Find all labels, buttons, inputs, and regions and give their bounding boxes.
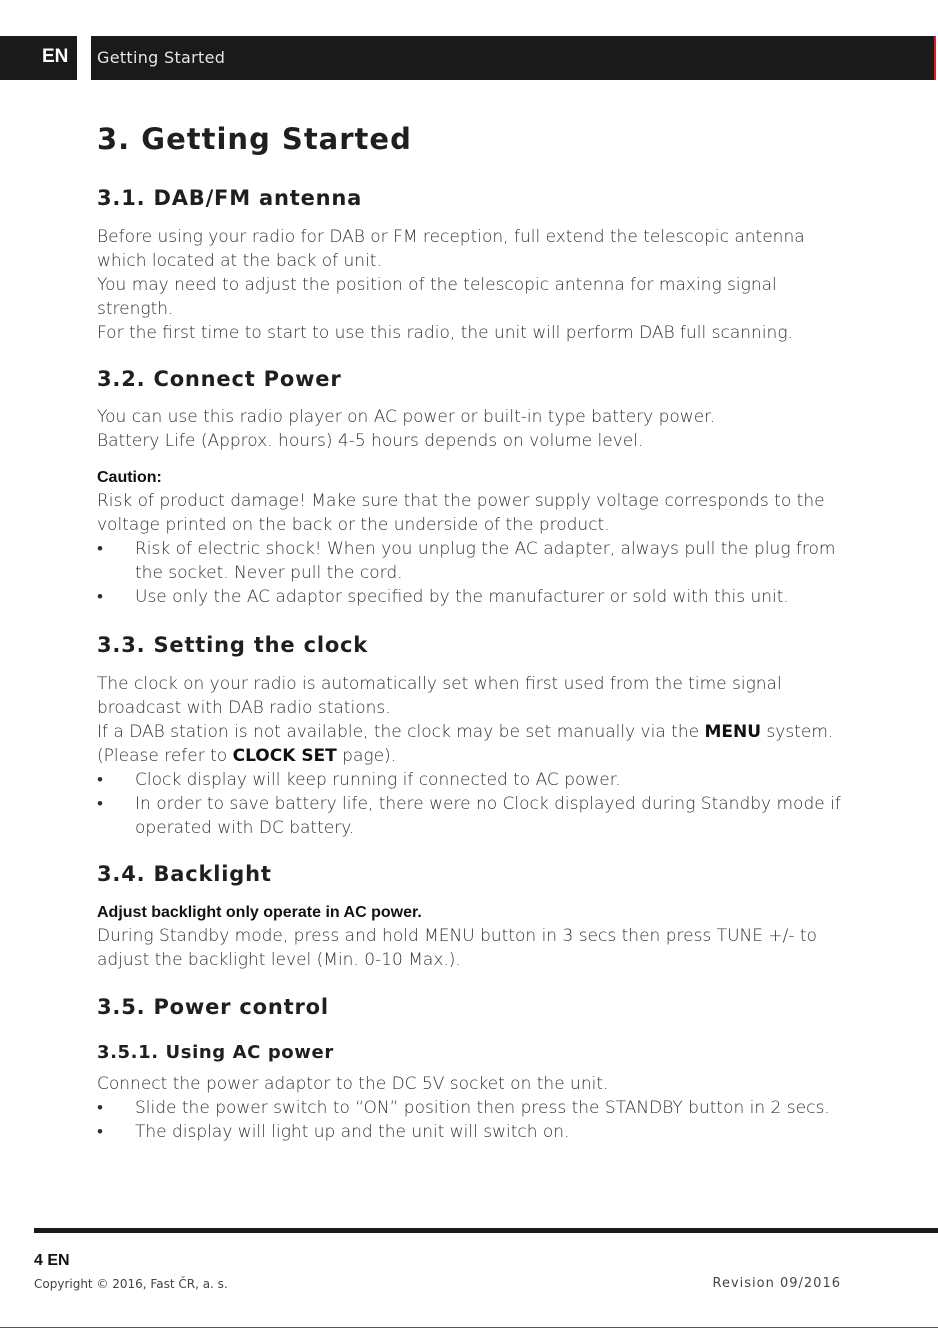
heading-backlight: 3.4. Backlight xyxy=(97,862,272,886)
paragraph-line: which located at the back of unit. xyxy=(97,251,382,271)
list-item xyxy=(97,585,857,609)
caution-block xyxy=(97,467,857,609)
paragraph-line: Risk of product damage! Make sure that the power supply voltage corresponds to the xyxy=(97,491,825,511)
paragraph-line: Connect the power adaptor to the DC 5V socket on the unit. xyxy=(97,1074,609,1094)
heading-dab-fm-antenna: 3.1. DAB/FM antenna xyxy=(97,186,363,210)
bullet-marker: • xyxy=(97,1098,103,1118)
list-item xyxy=(97,1120,857,1144)
list-item-line: Clock display will keep running if connected to AC power. xyxy=(135,770,621,790)
list-item-line: Use only the AC adaptor specified by the manufacturer or sold with this unit. xyxy=(135,587,789,607)
section-antenna-body xyxy=(97,225,857,345)
paragraph-line: Before using your radio for DAB or FM reception, full extend the telescopic antenna xyxy=(97,227,805,247)
heading-using-ac-power: 3.5.1. Using AC power xyxy=(97,1042,334,1063)
paragraph-line: You may need to adjust the position of the telescopic antenna for maxing signal xyxy=(97,275,777,295)
section-backlight-body xyxy=(97,902,857,972)
page-number: 4 EN xyxy=(34,1252,70,1269)
section-clock-body xyxy=(97,672,857,840)
heading-setting-clock: 3.3. Setting the clock xyxy=(97,633,369,657)
page-title: 3. Getting Started xyxy=(97,122,412,156)
bullet-marker: • xyxy=(97,587,103,607)
bullet-marker: • xyxy=(97,794,103,814)
list-item-line: Slide the power switch to “ON” position then press the STANDBY button in 2 secs. xyxy=(135,1098,830,1118)
paragraph-line: voltage printed on the back or the underside of the product. xyxy=(97,515,610,535)
section-power-body xyxy=(97,405,857,453)
section-header-label: Getting Started xyxy=(97,48,226,67)
language-tab xyxy=(0,36,77,80)
bullet-marker: • xyxy=(97,770,103,790)
list-item xyxy=(97,768,857,792)
text-run: If a DAB station is not available, the clock may be set manually via the xyxy=(97,722,705,742)
language-label: EN xyxy=(42,46,69,67)
heading-connect-power: 3.2. Connect Power xyxy=(97,367,342,391)
backlight-note: Adjust backlight only operate in AC power. xyxy=(97,904,422,921)
paragraph-line: Battery Life (Approx. hours) 4-5 hours depends on volume level. xyxy=(97,431,644,451)
paragraph-line: adjust the backlight level (Min. 0-10 Max.). xyxy=(97,950,461,970)
bullet-marker: • xyxy=(97,1122,103,1142)
section-ac-power-body xyxy=(97,1072,857,1144)
menu-keyword: MENU xyxy=(704,722,762,742)
text-run: page). xyxy=(336,746,397,766)
text-run: (Please refer to xyxy=(97,746,233,766)
list-item-line: the socket. Never pull the cord. xyxy=(135,563,403,583)
section-header-bar xyxy=(91,36,936,80)
list-item xyxy=(97,1096,857,1120)
paragraph-line: During Standby mode, press and hold MENU button in 3 secs then press TUNE +/- to xyxy=(97,926,817,946)
header-accent-edge xyxy=(934,36,936,80)
paragraph-line xyxy=(97,744,857,768)
paragraph-line xyxy=(97,720,857,744)
page-bottom-line xyxy=(0,1327,938,1328)
text-run: system. xyxy=(761,722,834,742)
list-item xyxy=(97,537,857,585)
paragraph-line: strength. xyxy=(97,299,174,319)
list-item xyxy=(97,792,857,840)
clock-set-keyword: CLOCK SET xyxy=(232,746,337,766)
paragraph-line: The clock on your radio is automatically set when first used from the time signal xyxy=(97,674,782,694)
list-item-line: In order to save battery life, there were no Clock displayed during Standby mode if xyxy=(135,794,841,814)
paragraph-line: You can use this radio player on AC power or built-in type battery power. xyxy=(97,407,715,427)
copyright-text: Copyright © 2016, Fast ČR, a. s. xyxy=(34,1277,228,1291)
heading-power-control: 3.5. Power control xyxy=(97,995,329,1019)
list-item-line: operated with DC battery. xyxy=(135,818,355,838)
caution-label: Caution: xyxy=(97,469,162,486)
list-item-line: Risk of electric shock! When you unplug the AC adapter, always pull the plug from xyxy=(135,539,836,559)
paragraph-line: For the first time to start to use this radio, the unit will perform DAB full scanning. xyxy=(97,323,793,343)
list-item-line: The display will light up and the unit will switch on. xyxy=(135,1122,570,1142)
footer-divider xyxy=(34,1228,938,1233)
bullet-marker: • xyxy=(97,539,103,559)
revision-text: Revision 09/2016 xyxy=(712,1276,841,1291)
paragraph-line: broadcast with DAB radio stations. xyxy=(97,698,391,718)
